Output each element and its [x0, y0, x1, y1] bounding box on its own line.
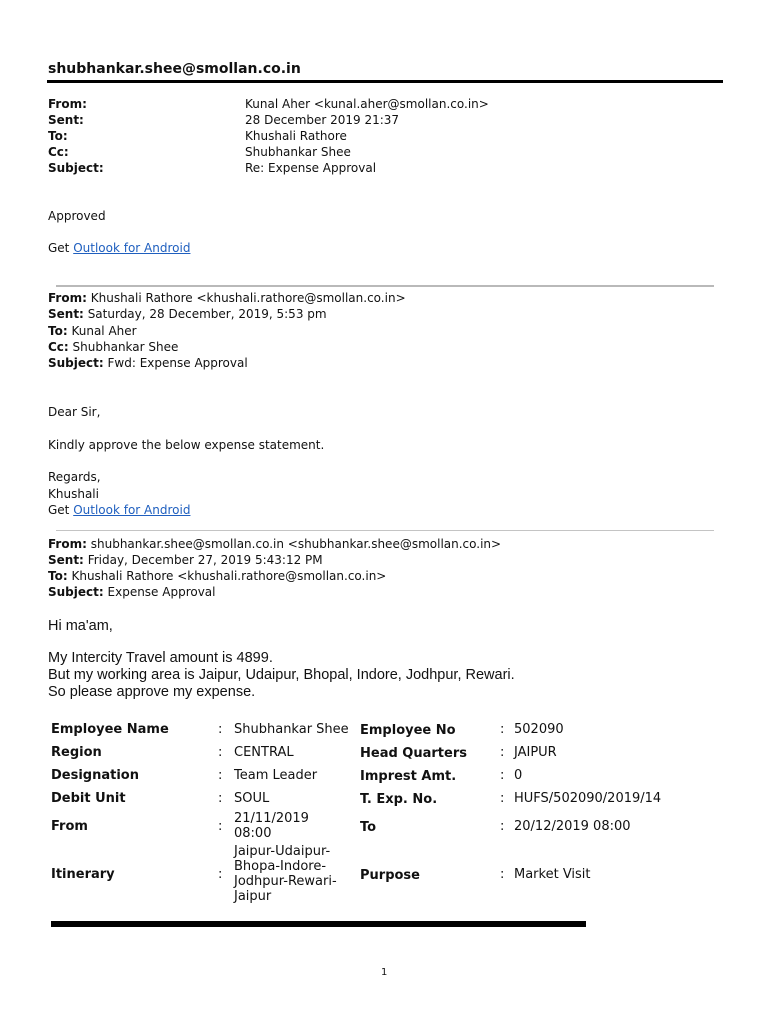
label-region: Region: [51, 745, 102, 760]
email2-body: Kindly approve the below expense statement.: [48, 438, 325, 452]
email1-get-line: [48, 240, 190, 256]
label-purpose: Purpose: [360, 868, 420, 883]
outlook-android-link[interactable]: Outlook for Android: [73, 241, 191, 255]
label-head-quarters: Head Quarters: [360, 746, 467, 761]
email2-greeting: Dear Sir,: [48, 405, 101, 419]
email2-regards: Regards,: [48, 470, 101, 484]
value-designation: Team Leader: [234, 768, 318, 783]
colon: :: [500, 722, 505, 737]
outlook-android-link[interactable]: Outlook for Android: [73, 503, 191, 517]
email2-signature: Khushali: [48, 487, 99, 501]
colon: :: [500, 791, 505, 806]
get-prefix: Get: [48, 503, 74, 517]
label-employee-no: Employee No: [360, 723, 456, 738]
colon: :: [218, 722, 223, 737]
label-itinerary: Itinerary: [51, 867, 115, 882]
email3-sent-line: [48, 552, 323, 568]
email1-subject-label: Subject:: [48, 161, 104, 175]
label-employee-name: Employee Name: [51, 722, 169, 737]
email2-sent-label: Sent:: [48, 307, 84, 321]
email3-sent: Friday, December 27, 2019 5:43:12 PM: [87, 553, 323, 567]
email1-to: Khushali Rathore: [245, 129, 347, 143]
value-from-time: 08:00: [234, 826, 272, 841]
email3-line1: My Intercity Travel amount is 4899.: [48, 650, 273, 666]
email3-line3: So please approve my expense.: [48, 684, 256, 700]
email1-cc: Shubhankar Shee: [245, 145, 351, 159]
value-itinerary-line4: Jaipur: [234, 889, 272, 904]
colon: :: [218, 819, 223, 834]
email2-from: Khushali Rathore <khushali.rathore@smollan.co.in>: [90, 291, 406, 305]
email1-sent-label: Sent:: [48, 113, 84, 127]
label-imprest-amt: Imprest Amt.: [360, 769, 457, 784]
value-itinerary-line2: Bhopa-Indore-: [234, 859, 327, 874]
value-itinerary-line1: Jaipur-Udaipur-: [234, 844, 331, 859]
value-imprest-amt: 0: [514, 768, 523, 783]
table-bottom-rule: [51, 921, 586, 927]
email1-to-label: To:: [48, 129, 68, 143]
value-t-exp-no: HUFS/502090/2019/14: [514, 791, 662, 806]
email2-subject-label: Subject:: [48, 356, 104, 370]
label-t-exp-no: T. Exp. No.: [360, 792, 438, 807]
get-prefix: Get: [48, 241, 74, 255]
value-employee-no: 502090: [514, 722, 564, 737]
email1-body: Approved: [48, 209, 106, 223]
email2-cc: Shubhankar Shee: [72, 340, 179, 354]
label-from: From: [51, 819, 88, 834]
value-debit-unit: SOUL: [234, 791, 270, 806]
email3-to: Khushali Rathore <khushali.rathore@smollan.co.in>: [71, 569, 387, 583]
email1-subject: Re: Expense Approval: [245, 161, 377, 175]
email-separator-2: [56, 530, 714, 531]
colon: :: [500, 768, 505, 783]
email1-from-label: From:: [48, 97, 87, 111]
email3-greeting: Hi ma'am,: [48, 618, 113, 634]
email2-from-line: [48, 290, 406, 306]
colon: :: [500, 867, 505, 882]
email3-subject: Expense Approval: [107, 585, 216, 599]
email1-from: Kunal Aher <kunal.aher@smollan.co.in>: [245, 97, 489, 111]
email2-sent: Saturday, 28 December, 2019, 5:53 pm: [87, 307, 327, 321]
value-region: CENTRAL: [234, 745, 294, 760]
value-purpose: Market Visit: [514, 867, 591, 882]
label-debit-unit: Debit Unit: [51, 791, 126, 806]
email2-subject-line: [48, 355, 248, 371]
email3-line2: But my working area is Jaipur, Udaipur, Bhopal, Indore, Jodhpur, Rewari.: [48, 667, 515, 683]
colon: :: [500, 819, 505, 834]
email2-cc-label: Cc:: [48, 340, 69, 354]
email1-cc-label: Cc:: [48, 145, 69, 159]
value-itinerary-line3: Jodhpur-Rewari-: [234, 874, 337, 889]
value-from-date: 21/11/2019: [234, 811, 309, 826]
colon: :: [218, 745, 223, 760]
value-to: 20/12/2019 08:00: [514, 819, 631, 834]
colon: :: [500, 745, 505, 760]
email3-from: shubhankar.shee@smollan.co.in <shubhankar.shee@smollan.co.in>: [90, 537, 502, 551]
label-to: To: [360, 820, 377, 835]
email3-from-label: From:: [48, 537, 87, 551]
email2-to-line: [48, 323, 137, 339]
title-divider: [47, 80, 723, 83]
colon: :: [218, 791, 223, 806]
email1-sent: 28 December 2019 21:37: [245, 113, 400, 127]
email-separator-1: [56, 285, 714, 287]
value-head-quarters: JAIPUR: [514, 745, 557, 760]
email3-to-label: To:: [48, 569, 68, 583]
page-number: 1: [381, 967, 388, 978]
email2-from-label: From:: [48, 291, 87, 305]
label-designation: Designation: [51, 768, 139, 783]
email2-to-label: To:: [48, 324, 68, 338]
email3-to-line: [48, 568, 386, 584]
email3-subject-label: Subject:: [48, 585, 104, 599]
email3-from-line: [48, 536, 501, 552]
email2-cc-line: [48, 339, 178, 355]
email3-subject-line: [48, 584, 216, 600]
colon: :: [218, 867, 223, 882]
email2-subject: Fwd: Expense Approval: [107, 356, 248, 370]
email3-sent-label: Sent:: [48, 553, 84, 567]
email2-to: Kunal Aher: [71, 324, 137, 338]
email2-get-line: [48, 502, 190, 518]
document-title: shubhankar.shee@smollan.co.in: [48, 61, 301, 77]
email2-sent-line: [48, 306, 327, 322]
value-employee-name: Shubhankar Shee: [234, 722, 349, 737]
colon: :: [218, 768, 223, 783]
